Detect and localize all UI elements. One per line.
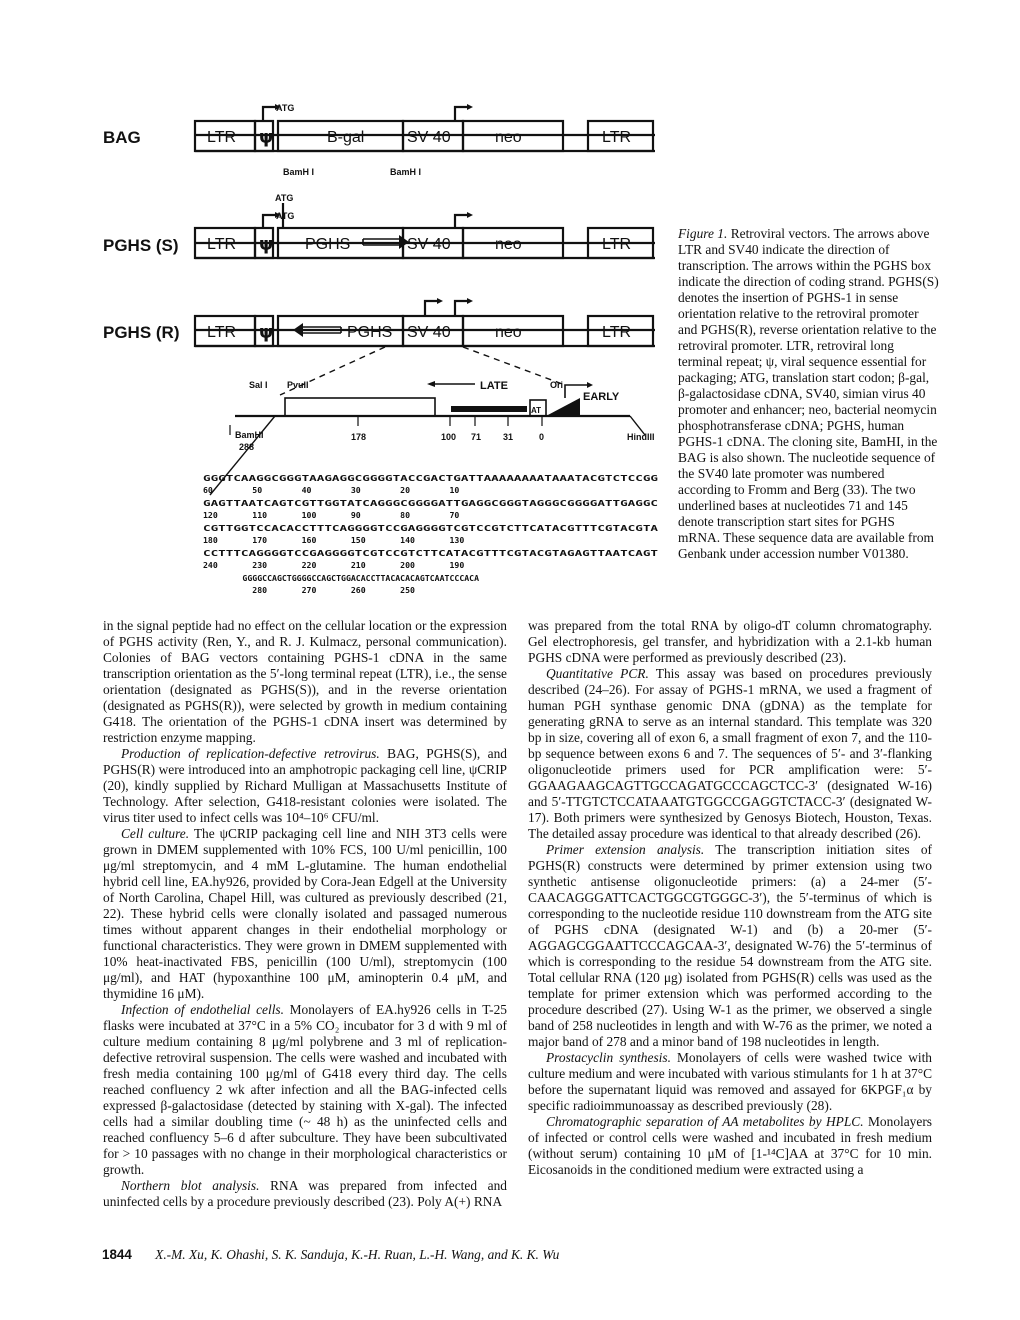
row-label: PGHS (S) [103,236,179,255]
site-label: BamH I [390,167,422,177]
neo-label: neo [495,236,522,253]
paragraph: Primer extension analysis. The transcription initiation sites of PGHS(R) constructs were determined by primer extension using two synthetic antisense oligonucleotide primers: (a) a 24-mer (5′-CAACAGGGATTCACTGGCGTGGGC-3′), the 5′-terminus of which is corresponding to the nucleotide residue 110 downstream from the ATG site of PGHS cDNA (designated W-1) and (b) a 20-mer (5′-AGGAGCGGAATTCCCAGCAA-3′, designated W-76) the 5′-terminus of which is corresponding to the residue 54 downstream from the ATG site. Total cellular RNA (120 μg) isolated from PGHS(R) cells was used as the template for primer extension which was performed according to the procedure described (27). Using W-1 as the primer, we observed a single band of 258 nucleotides in length and with W-76 as the primer, we noted a major band of 278 and a minor band of 198 nucleotides in length. [528,842,932,1049]
vector-diagram [95,95,670,605]
section-head: Production of replication-defective retrovirus. [121,746,380,761]
sv40-label: SV 40 [407,324,451,341]
early-label: EARLY [583,391,620,403]
gene-label: B-gal [327,129,365,146]
sequence-line: GAGTTAATCAGTCGTTGGTATCAGGGCGGGGATTGAGGCGGGTAGGGCGGGGATTGAGGC [203,498,659,508]
section-head: Prostacyclin synthesis. [546,1050,671,1065]
page-number: 1844 [102,1247,132,1262]
figure-caption [678,226,940,562]
sv40-label: SV 40 [407,129,451,146]
map-position: 100 [441,432,457,442]
site-label: PvuII [287,380,309,390]
paragraph: Prostacyclin synthesis. Monolayers of cells were washed twice with culture medium and were incubated with various stimulants for 1 h at 37°C before the supernatant liquid was removed and assayed for 6KPGF₁α by specific radioimmunoassay as described previously (28). [528,1050,933,1113]
paragraph: Production of replication-defective retrovirus. BAG, PGHS(S), and PGHS(R) were introduced into an amphotropic packaging cell line, ψCRIP (20), kindly supplied by Richard Mulligan at Massachusetts Institute of Technology. After selection, G418-resistant colonies were isolated. The virus titer used to infect cells was 10⁴–10⁶ CFU/ml. [103,746,507,825]
sv40-label: SV 40 [407,236,451,253]
paragraph: Northern blot analysis. RNA was prepared from infected and uninfected cells by a procedure previously described (23). Poly A(+) RNA [103,1178,508,1209]
ltr-label: LTR [207,236,237,253]
sequence-line: GGGGCCAGCTGGGGCCAGCTGGACACCTTACACACAGTCAATCCCACA [203,573,480,583]
psi-label: ψ [259,127,274,148]
section-head: Infection of endothelial cells. [121,1002,284,1017]
section-head: Cell culture. [121,826,190,841]
section-head: Northern blot analysis. [121,1178,260,1193]
ltr-label: LTR [602,324,632,341]
atg-label: ATG [275,193,294,203]
gene-label: PGHS [305,236,351,253]
section-head: Primer extension analysis. [546,842,705,857]
ltr-label: LTR [207,324,237,341]
ltr-label: LTR [602,129,632,146]
sequence-line: CGTTGGTCCACACCTTTCAGGGGTCCGAGGGGTCGTCCGTCTTCATACGTTTCGTACGTA [203,523,659,533]
paragraph: in the signal peptide had no effect on the cellular location or the expression of PGHS activity (Ren, Y., and R. J. Kulmacz, personal communication). Colonies of BAG vectors containing PGHS-1 cDNA in the same transcription orientation as the 5′-long terminal repeat (LTR), i.e., the sense orientation (designated as PGHS(S)), and in the reverse orientation (designated as PGHS(R)), were selected by growth in medium containing G418. The orientation of the PGHS-1 cDNA insert was determined by restriction enzyme mapping. [103,618,507,745]
ltr-label: LTR [207,129,237,146]
sequence-numbers: 60 50 40 30 20 10 [203,485,460,495]
map-position: 178 [351,432,367,442]
map-position: 0 [539,432,545,442]
neo-label: neo [495,129,522,146]
page-footer [102,1247,802,1263]
site-label: Ori [550,380,564,390]
paragraph: Chromatographic separation of AA metabolites by HPLC. Monolayers of infected or control cells were washed and incubated in fresh medium (without serum) containing 10 μM of [1-¹⁴C]AA at 37°C for 10 min. Eicosanoids in the conditioned medium were extracted using a [528,1114,932,1177]
atg-label: ATG [276,103,295,113]
neo-label: neo [495,324,522,341]
psi-label: ψ [259,234,274,255]
psi-label: ψ [259,322,274,343]
ltr-label: LTR [602,236,632,253]
at-label: AT [531,406,542,415]
left-column [103,618,507,1210]
section-head: Quantitative PCR. [546,666,649,681]
right-column [528,618,932,1178]
sequence-numbers: 180 170 160 150 140 130 [203,535,465,545]
sequence-numbers: 280 270 260 250 [203,585,415,595]
map-position: 31 [503,432,514,442]
paragraph: Infection of endothelial cells. Monolayers of EA.hy926 cells in T-25 flasks were incubated at 37°C in a 5% CO₂ incubator for 3 d with 9 ml of culture medium containing 8 μg/ml polybrene and 3 ml of replication-defective retroviral suspension. The cells were washed and incubated with fresh media containing 100 μg/ml of G418 every third day. The cells reached confluency 2 wk after infection and all the BAG-infected cells expressed β-galactosidase (detected by staining with X-gal). The infected cells had a similar doubling time (~ 48 h) as the uninfected cells and reached confluency 5–6 d after subculture. They have been subcultivated for > 10 passages with no change in their morphological characteristics or growth. [103,1002,507,1177]
late-label: LATE [480,380,508,392]
gene-label: PGHS [347,324,393,341]
atg-label: ATG [276,211,295,221]
figure-1 [95,95,670,605]
paragraph: Cell culture. The ψCRIP packaging cell line and NIH 3T3 cells were grown in DMEM supplemented with 10% FCS, 100 U/ml penicillin, 100 μg/ml streptomycin, and 4 mM L-glutamine. The human endothelial hybrid cell line, EA.hy926, provided by Cora-Jean Edgell at the University of North Carolina, Chapel Hill, was cultured as previously described (21, 22). These hybrid cells were clonally isolated and passaged numerous times without apparent changes in their endothelial morphology or functional characteristics. They were grown in DMEM supplemented with 10% heat-inactivated FBS, penicillin (100 U/ml), streptomycin (100 μg/ml), and HAT (hypoxanthine 100 μM, aminopterin 0.4 μM, and thymidine 16 μM). [103,826,507,1001]
site-label: Sal I [249,380,268,390]
site-label: BamHI [235,430,264,440]
sequence-numbers: 120 110 100 90 80 70 [203,510,460,520]
section-head: Chromatographic separation of AA metabolites by HPLC. [546,1114,864,1129]
paragraph: was prepared from the total RNA by oligo-dT column chromatography. Gel electrophoresis, gel transfer, and hybridization with a 2.1-kb human PGHS cDNA were performed as previously described (23). [528,618,932,665]
row-label: BAG [103,128,141,147]
sequence-line: GGGTCAAGGCGGGTAAGAGGCGGGGTACCGACTGATTAAAAAAAATAAATACGTCTCCGG [203,473,659,483]
sequence-line: CCTTTCAGGGGTCCGAGGGGTCGTCCGTCTTCATACGTTTCGTACGTAGAGTTAATCAGT [203,548,659,558]
map-position: 71 [471,432,482,442]
caption-text: Retroviral vectors. The arrows above LTR and SV40 indicate the direction of transcription. The arrows within the PGHS box indicate the direction of coding strand. PGHS(S) denotes the insertion of PGHS-1 in sense orientation relative to the retroviral promoter and PGHS(R), reverse orientation relative to the retroviral promoter. LTR, retroviral long terminal repeat; ψ, viral sequence essential for packaging; ATG, translation start codon; β-gal, β-galactosidase cDNA, SV40, simian virus 40 promoter and enhancer; neo, bacterial neomycin phosphotransferase cDNA; PGHS, human PGHS-1 cDNA. The cloning site, BamHI, in the BAG is also shown. The nucleotide sequence of the SV40 late promoter was numbered according to Fromm and Berg (33). The two underlined bases at nucleotides 71 and 145 denote transcription start sites for PGHS mRNA. These sequence data are available from Genbank under accession number V01380. [678,226,939,561]
row-label: PGHS (R) [103,323,180,342]
sequence-numbers: 240 230 220 210 200 190 [203,560,465,570]
map-position: 288 [239,442,255,452]
author-line: X.-M. Xu, K. Ohashi, S. K. Sanduja, K.-H. Ruan, L.-H. Wang, and K. K. Wu [155,1247,560,1262]
paragraph: Quantitative PCR. This assay was based on procedures previously described (24–26). For assay of PGHS-1 mRNA, we used a fragment of human PGH synthase genomic DNA (gDNA) as the template for generating gRNA to serve as an internal standard. This template was 320 bp in size, covering all of exon 6, a small fragment of exon 7, and the 110-bp sequence between exons 6 and 7. The sequences of 5′- and 3′-flanking oligonucleotide primers used for PCR amplification were: 5′-GGAAGAAGCAGTTGCCAGATGCCCAGCTCC-3′ (designated W-16) and 5′-TTGTCTCCATAAATGTGGCCGAGGTCTACC-3′ (designated W-17). Both primers were synthesized by Genosys Biotech, Houston, Texas. The detailed assay procedure was identical to that already described (26). [528,666,932,841]
site-label: BamH I [283,167,315,177]
caption-label: Figure 1. [678,226,728,241]
site-label: HindIII [627,432,655,442]
